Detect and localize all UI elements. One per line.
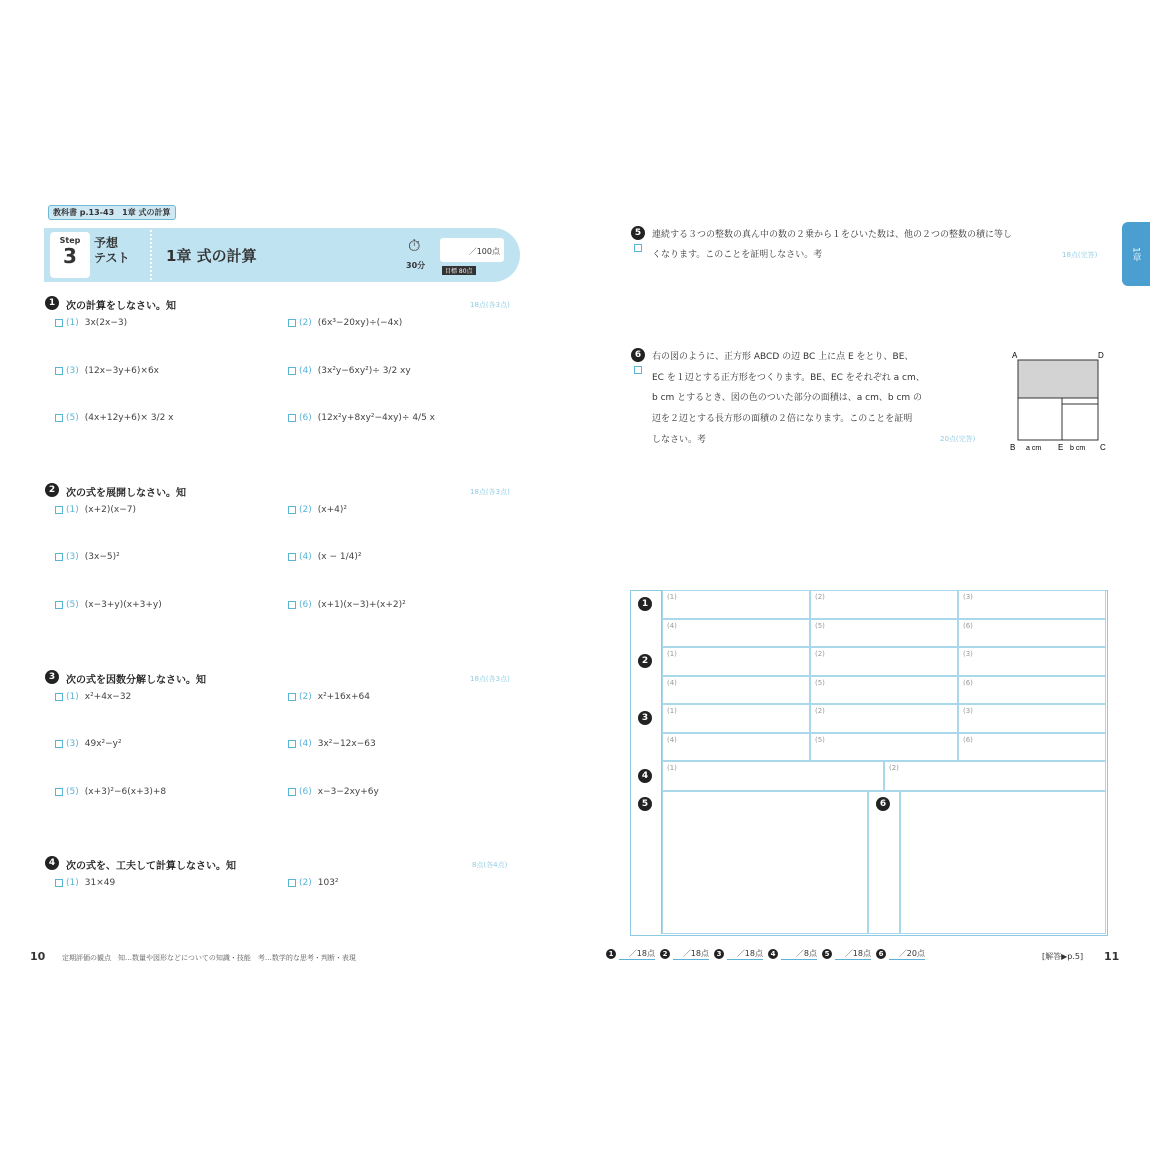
q1-number: 1	[45, 296, 59, 310]
answer-1-3[interactable]: (3)	[958, 590, 1106, 619]
q6-line1: 右の図のように、正方形 ABCD の辺 BC 上に点 E をとり、BE、	[652, 352, 914, 362]
q5-line2: くなります。このことを証明しなさい。考	[652, 250, 823, 260]
answer-3-4[interactable]: (4)	[662, 733, 810, 761]
q4-item-1[interactable]: (1) 31×49	[55, 878, 115, 888]
answer-4-2[interactable]: (2)	[884, 761, 1106, 791]
answer-2-5[interactable]: (5)	[810, 676, 958, 704]
label-a: A	[1012, 351, 1018, 360]
banner-divider	[150, 230, 154, 280]
answer-2-1[interactable]: (1)	[662, 647, 810, 676]
q6-line4: 辺を２辺とする長方形の面積の２倍になります。このことを証明	[652, 414, 913, 424]
step-title-line1: 予想	[94, 236, 119, 250]
q6-line2: EC を１辺とする正方形をつくります。BE、EC をそれぞれ a cm、	[652, 373, 925, 383]
q2-item-3[interactable]: (3) (3x−5)²	[55, 552, 120, 562]
q1-item-3[interactable]: (3) (12x−3y+6)×6x	[55, 366, 159, 376]
label-c: C	[1100, 443, 1106, 452]
chapter-title: 1章 式の計算	[166, 247, 257, 265]
answer-1-2[interactable]: (2)	[810, 590, 958, 619]
label-bcm: b cm	[1070, 445, 1086, 452]
score-q5: 5 ／18点	[822, 948, 871, 960]
answer-6[interactable]	[900, 791, 1106, 934]
answer-4-1[interactable]: (1)	[662, 761, 884, 791]
answer-3-5[interactable]: (5)	[810, 733, 958, 761]
answer-5[interactable]	[662, 791, 868, 934]
grid-q6-label-cell	[868, 791, 900, 934]
q4-item-2[interactable]: (2) 103²	[288, 878, 339, 888]
q4-number: 4	[45, 856, 59, 870]
q2-points: 18点(各3点)	[470, 488, 510, 496]
score-q3: 3 ／18点	[714, 948, 763, 960]
q2-title: 次の式を展開しなさい。知	[66, 488, 186, 499]
label-acm: a cm	[1026, 445, 1042, 452]
answer-2-4[interactable]: (4)	[662, 676, 810, 704]
q6-points: 20点(完答)	[940, 435, 976, 443]
q5-number: 5	[631, 226, 645, 240]
q3-points: 18点(各3点)	[470, 675, 510, 683]
chapter-side-tab[interactable]: 1章	[1122, 222, 1150, 286]
q6-number: 6	[631, 348, 645, 362]
answer-3-1[interactable]: (1)	[662, 704, 810, 733]
grid-q4-label: 4	[638, 769, 652, 783]
answer-2-2[interactable]: (2)	[810, 647, 958, 676]
q1-points: 18点(各3点)	[470, 301, 510, 309]
q6-line3: b cm とするとき、図の色のついた部分の面積は、a cm、b cm の	[652, 393, 923, 403]
q3-item-1[interactable]: (1) x²+4x−32	[55, 692, 131, 702]
q1-item-6[interactable]: (6) (12x²y+8xy²−4xy)÷ 4/5 x	[288, 413, 435, 423]
answer-2-3[interactable]: (3)	[958, 647, 1106, 676]
q4-points: 8点(各4点)	[472, 861, 508, 869]
q2-item-5[interactable]: (5) (x−3+y)(x+3+y)	[55, 600, 162, 610]
q3-item-2[interactable]: (2) x²+16x+64	[288, 692, 370, 702]
label-d: D	[1098, 351, 1104, 360]
answer-3-3[interactable]: (3)	[958, 704, 1106, 733]
q3-item-3[interactable]: (3) 49x²−y²	[55, 739, 122, 749]
target-score: 目標 80点	[442, 266, 476, 275]
answer-1-6[interactable]: (6)	[958, 619, 1106, 647]
label-b: B	[1010, 443, 1016, 452]
score-box	[440, 238, 504, 262]
step-label: Step	[59, 236, 81, 245]
grid-q6-label: 6	[876, 797, 890, 811]
q6-line5: しなさい。考	[652, 435, 707, 445]
page-number-right: 11	[1104, 950, 1120, 963]
textbook-ref: 教科書 p.13-43 1章 式の計算	[48, 205, 176, 220]
step-box	[50, 232, 90, 278]
score-q2: 2 ／18点	[660, 948, 709, 960]
q1-item-2[interactable]: (2) (6x³−20xy)÷(−4x)	[288, 318, 402, 328]
q2-item-4[interactable]: (4) (x − 1/4)²	[288, 552, 361, 562]
time-limit: 30分	[406, 261, 426, 270]
q1-item-1[interactable]: (1) 3x(2x−3)	[55, 318, 127, 328]
q3-item-4[interactable]: (4) 3x²−12x−63	[288, 739, 376, 749]
square-figure	[1008, 348, 1112, 454]
answer-1-1[interactable]: (1)	[662, 590, 810, 619]
q5-checkbox[interactable]	[634, 244, 642, 252]
score-q1: 1 ／18点	[606, 948, 655, 960]
q1-title: 次の計算をしなさい。知	[66, 301, 176, 312]
step-number: 3	[63, 244, 77, 268]
score-total: ／100点	[468, 247, 500, 256]
step-title	[94, 236, 130, 266]
q4-title: 次の式を、工夫して計算しなさい。知	[66, 861, 236, 872]
grid-q3-label: 3	[638, 711, 652, 725]
q5-line1: 連続する３つの整数の真ん中の数の２乗から１をひいた数は、他の２つの整数の積に等し	[652, 230, 1013, 240]
q3-title: 次の式を因数分解しなさい。知	[66, 675, 206, 686]
q6-checkbox[interactable]	[634, 366, 642, 374]
score-q4: 4 ／8点	[768, 948, 817, 960]
step-title-line2: テスト	[94, 251, 130, 265]
answer-3-2[interactable]: (2)	[810, 704, 958, 733]
grid-q2-label: 2	[638, 654, 652, 668]
evaluation-legend: 定期評価の観点 知…数量や図形などについての知識・技能 考…数学的な思考・判断・表現	[62, 954, 356, 962]
q3-number: 3	[45, 670, 59, 684]
answer-1-5[interactable]: (5)	[810, 619, 958, 647]
q3-item-6[interactable]: (6) x−3−2xy+6y	[288, 787, 379, 797]
answer-reference[interactable]: [解答▶p.5]	[1042, 952, 1084, 961]
q1-item-4[interactable]: (4) (3x²y−6xy²)÷ 3/2 xy	[288, 366, 411, 376]
q3-item-5[interactable]: (5) (x+3)²−6(x+3)+8	[55, 787, 166, 797]
answer-2-6[interactable]: (6)	[958, 676, 1106, 704]
answer-1-4[interactable]: (4)	[662, 619, 810, 647]
stopwatch-icon: ⏱	[408, 236, 421, 255]
q2-item-2[interactable]: (2) (x+4)²	[288, 505, 347, 515]
label-e: E	[1058, 443, 1064, 452]
q2-item-6[interactable]: (6) (x+1)(x−3)+(x+2)²	[288, 600, 406, 610]
q1-item-5[interactable]: (5) (4x+12y+6)× 3/2 x	[55, 413, 173, 423]
grid-q5-label: 5	[638, 797, 652, 811]
q2-item-1[interactable]: (1) (x+2)(x−7)	[55, 505, 136, 515]
q5-points: 18点(完答)	[1062, 251, 1098, 259]
grid-q1-label: 1	[638, 597, 652, 611]
page-number-left: 10	[30, 950, 46, 963]
answer-3-6[interactable]: (6)	[958, 733, 1106, 761]
q2-number: 2	[45, 483, 59, 497]
score-q6: 6 ／20点	[876, 948, 925, 960]
